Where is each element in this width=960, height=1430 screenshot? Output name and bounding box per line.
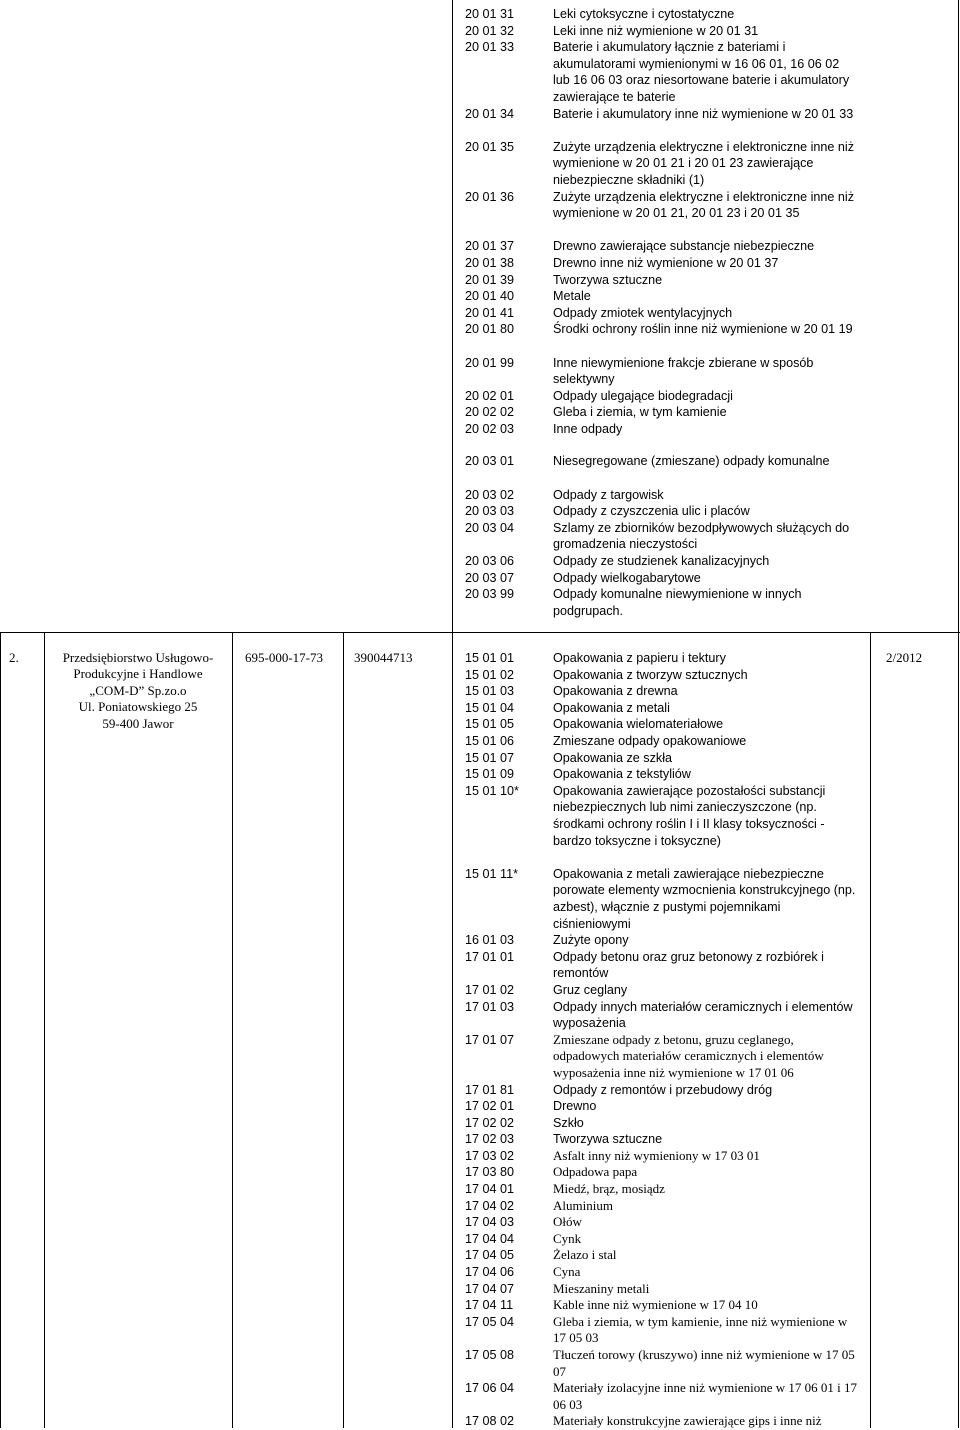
waste-description: Odpady wielkogabarytowe xyxy=(553,570,701,585)
waste-code: 20 01 32 xyxy=(465,23,515,38)
waste-row xyxy=(465,139,857,189)
waste-row xyxy=(465,305,857,322)
waste-code: 20 03 02 xyxy=(465,487,515,502)
waste-code: 20 03 04 xyxy=(465,520,515,535)
waste-code: 15 01 09 xyxy=(465,767,515,782)
nip-number: 695-000-17-73 xyxy=(245,650,323,665)
waste-code: 20 02 02 xyxy=(465,405,515,420)
waste-group-20-03 xyxy=(465,453,857,619)
waste-row xyxy=(465,1198,857,1215)
waste-code: 15 01 01 xyxy=(465,651,515,665)
border-col-nip xyxy=(232,632,233,1428)
waste-row xyxy=(465,1314,857,1347)
waste-code: 20 01 39 xyxy=(465,272,515,287)
waste-description: Odpady ze studzienek kanalizacyjnych xyxy=(553,554,770,569)
waste-code: 17 05 04 xyxy=(465,1314,515,1329)
waste-row xyxy=(465,23,857,40)
waste-code: 20 01 99 xyxy=(465,355,515,370)
waste-code: 15 01 07 xyxy=(465,750,515,765)
border-left-top xyxy=(452,0,453,633)
waste-description: Drewno inne niż wymienione w 20 01 37 xyxy=(553,255,779,270)
waste-row xyxy=(465,503,857,520)
border-col-permit xyxy=(870,632,871,1428)
waste-row xyxy=(465,1231,857,1248)
waste-row xyxy=(465,255,857,272)
waste-row xyxy=(465,750,857,767)
waste-description: Cynk xyxy=(553,1230,582,1246)
waste-code: 20 01 41 xyxy=(465,305,515,320)
waste-code: 17 02 01 xyxy=(465,1099,515,1114)
waste-code: 17 01 02 xyxy=(465,982,515,997)
waste-row xyxy=(465,453,857,486)
row-divider xyxy=(0,632,960,633)
waste-description: Niesegregowane (zmieszane) odpady komunalne xyxy=(553,454,830,469)
waste-code: 17 08 02 xyxy=(465,1414,515,1429)
waste-row xyxy=(465,388,857,405)
waste-row xyxy=(465,272,857,289)
waste-description: Ołów xyxy=(553,1214,582,1230)
waste-description: Szlamy ze zbiorników bezodpływowych służących do gromadzenia nieczystości xyxy=(553,520,850,552)
waste-description: Zmieszane odpady z betonu, gruzu ceglanego, odpadowych materiałów ceramicznych i elementów wyposażenia inne niż wymienione w 17 01 06 xyxy=(553,1031,824,1080)
waste-row xyxy=(465,1380,857,1413)
waste-code: 15 01 06 xyxy=(465,733,515,748)
waste-code: 16 01 03 xyxy=(465,933,515,948)
waste-description: Opakowania z papieru i tektury xyxy=(553,651,726,665)
company-street: Ul. Poniatowskiego 25 xyxy=(78,699,198,715)
company-city: 59-400 Jawor xyxy=(102,715,174,731)
waste-row xyxy=(465,733,857,750)
waste-description: Tłuczeń torowy (kruszywo) inne niż wymienione w 17 05 07 xyxy=(553,1347,855,1379)
waste-description: Baterie i akumulatory łącznie z bateriami i akumulatorami wymienionymi w 16 06 01, 16 06 02 lub 16 06 03 oraz niesortowane baterie i akumulatory zawierające te baterie xyxy=(553,40,850,104)
waste-code: 20 03 06 xyxy=(465,554,515,569)
waste-code: 17 04 03 xyxy=(465,1215,515,1230)
waste-row xyxy=(465,355,857,388)
waste-code: 17 01 03 xyxy=(465,999,515,1014)
waste-code: 17 01 01 xyxy=(465,949,515,964)
waste-row xyxy=(465,1115,857,1132)
waste-description: Aluminium xyxy=(553,1197,613,1213)
waste-code: 17 02 03 xyxy=(465,1132,515,1147)
waste-code: 17 04 01 xyxy=(465,1182,515,1197)
waste-description: Opakowania z metali xyxy=(553,700,670,715)
waste-description: Drewno xyxy=(553,1099,597,1114)
border-col-waste xyxy=(452,632,453,1428)
waste-code: 20 02 03 xyxy=(465,421,515,436)
waste-code: 17 04 02 xyxy=(465,1198,515,1213)
waste-row xyxy=(465,1347,857,1380)
border-col-regon xyxy=(343,632,344,1428)
waste-code: 20 01 40 xyxy=(465,289,515,304)
waste-code: 20 01 37 xyxy=(465,239,515,254)
waste-row xyxy=(465,1181,857,1198)
waste-code: 20 01 33 xyxy=(465,40,515,55)
waste-description: Opakowania zawierające pozostałości substancji niebezpiecznych lub nimi zanieczyszczone (np. środkami ochrony roślin I i II klasy toksyczności - bardzo toksyczne i toksyczne) xyxy=(553,783,826,848)
waste-row xyxy=(465,288,857,305)
waste-code: 15 01 05 xyxy=(465,717,515,732)
waste-row xyxy=(465,1032,857,1082)
waste-row xyxy=(465,866,857,932)
top-waste-list xyxy=(465,6,857,619)
waste-row xyxy=(465,321,857,354)
waste-row xyxy=(465,404,857,421)
waste-description: Opakowania z drewna xyxy=(553,684,678,699)
waste-description: Asfalt inny niż wymieniony w 17 03 01 xyxy=(553,1147,760,1163)
waste-description: Odpady komunalne niewymienione w innych podgrupach. xyxy=(553,587,802,618)
waste-row xyxy=(465,520,857,553)
waste-code: 20 03 07 xyxy=(465,570,515,585)
waste-row xyxy=(465,586,857,619)
waste-description: Mieszaniny metali xyxy=(553,1280,650,1296)
waste-group-entry2 xyxy=(465,650,857,1430)
waste-description: Baterie i akumulatory inne niż wymienione w 20 01 33 xyxy=(553,106,854,121)
waste-code: 17 05 08 xyxy=(465,1348,515,1362)
waste-description: Odpady z czyszczenia ulic i placów xyxy=(553,504,750,519)
waste-description: Zmieszane odpady opakowaniowe xyxy=(553,733,747,748)
waste-code: 20 03 01 xyxy=(465,454,515,469)
waste-description: Tworzywa sztuczne xyxy=(553,1132,663,1147)
waste-code: 17 04 04 xyxy=(465,1231,515,1246)
waste-row xyxy=(465,1247,857,1264)
waste-description: Opakowania ze szkła xyxy=(553,750,673,765)
waste-row xyxy=(465,487,857,504)
waste-code: 17 04 11 xyxy=(465,1298,514,1313)
waste-row xyxy=(465,982,857,999)
waste-code: 17 02 02 xyxy=(465,1115,515,1130)
waste-code: 15 01 03 xyxy=(465,684,515,699)
waste-code: 20 02 01 xyxy=(465,388,515,403)
waste-code: 20 01 35 xyxy=(465,139,515,154)
waste-code: 17 03 02 xyxy=(465,1148,515,1163)
waste-code: 20 03 03 xyxy=(465,504,515,519)
waste-description: Gleba i ziemia, w tym kamienie xyxy=(553,405,727,420)
waste-description: Miedź, brąz, mosiądz xyxy=(553,1181,665,1197)
waste-description: Gleba i ziemia, w tym kamienie, inne niż wymienione w 17 05 03 xyxy=(553,1313,848,1346)
waste-description: Zużyte urządzenia elektryczne i elektroniczne inne niż wymienione w 20 01 21, 20 01 23 i 20 01 35 xyxy=(553,189,855,221)
waste-description: Odpady ulegające biodegradacji xyxy=(553,388,733,403)
waste-row xyxy=(465,1214,857,1231)
waste-description: Zużyte urządzenia elektryczne i elektroniczne inne niż wymienione w 20 01 21 i 20 01 23 zawierające niebezpieczne składniki (1) xyxy=(553,139,855,187)
waste-code: 20 03 99 xyxy=(465,587,515,602)
waste-description: Odpady innych materiałów ceramicznych i elementów wyposażenia xyxy=(553,999,853,1031)
waste-code: 20 01 31 xyxy=(465,7,515,21)
waste-row xyxy=(465,189,857,239)
waste-description: Szkło xyxy=(553,1115,584,1130)
waste-row xyxy=(465,1131,857,1148)
waste-row xyxy=(465,700,857,717)
waste-code: 15 01 10* xyxy=(465,783,519,798)
company-name-line1: Przedsiębiorstwo Usługowo- xyxy=(62,650,214,665)
border-col-company xyxy=(44,632,45,1428)
waste-row xyxy=(465,553,857,570)
waste-description: Środki ochrony roślin inne niż wymienione w 20 01 19 xyxy=(553,322,853,337)
waste-description: Materiały konstrukcyjne zawierające gips i inne niż xyxy=(553,1413,822,1429)
waste-code: 17 04 06 xyxy=(465,1265,515,1280)
waste-row xyxy=(465,1297,857,1314)
waste-code: 20 01 36 xyxy=(465,189,515,204)
waste-row xyxy=(465,650,857,667)
waste-code: 17 04 05 xyxy=(465,1248,515,1263)
waste-code: 17 04 07 xyxy=(465,1281,515,1296)
waste-code: 15 01 11* xyxy=(465,866,518,881)
waste-row xyxy=(465,716,857,733)
waste-row xyxy=(465,1413,857,1430)
waste-description: Leki cytoksyczne i cytostatyczne xyxy=(553,7,735,21)
waste-row xyxy=(465,1264,857,1281)
waste-row xyxy=(465,932,857,949)
waste-code: 17 01 81 xyxy=(465,1082,515,1097)
company-name-line2: Produkcyjne i Handlowe xyxy=(73,666,203,682)
waste-description: Żelazo i stal xyxy=(553,1247,617,1263)
waste-description: Odpady zmiotek wentylacyjnych xyxy=(553,305,733,320)
waste-code: 20 01 38 xyxy=(465,255,515,270)
waste-description: Leki inne niż wymienione w 20 01 31 xyxy=(553,23,759,38)
waste-description: Odpady z targowisk xyxy=(553,487,664,502)
waste-row xyxy=(465,766,857,783)
waste-row xyxy=(465,238,857,255)
waste-code: 17 03 80 xyxy=(465,1165,515,1180)
waste-row xyxy=(465,667,857,684)
waste-description: Opakowania wielomateriałowe xyxy=(553,717,724,732)
waste-row xyxy=(465,1148,857,1165)
entry-number: 2. xyxy=(9,650,19,665)
waste-row xyxy=(465,1164,857,1181)
waste-description: Odpadowa papa xyxy=(553,1164,638,1180)
waste-description: Materiały izolacyjne inne niż wymienione w 17 06 01 i 17 06 03 xyxy=(553,1380,857,1412)
waste-description: Opakowania z tekstyliów xyxy=(553,767,691,782)
waste-description: Zużyte opony xyxy=(553,933,629,948)
waste-description: Metale xyxy=(553,289,591,304)
waste-code: 15 01 04 xyxy=(465,700,515,715)
waste-row xyxy=(465,106,857,139)
waste-row xyxy=(465,683,857,700)
entry2-waste-list xyxy=(465,650,857,1430)
waste-code: 20 01 34 xyxy=(465,106,515,121)
waste-description: Odpady z remontów i przebudowy dróg xyxy=(553,1082,773,1097)
company-name-line3: „COM-D” Sp.zo.o xyxy=(89,682,187,698)
group-spacer xyxy=(465,437,857,453)
permit-number: 2/2012 xyxy=(886,650,923,665)
waste-row xyxy=(465,999,857,1032)
company-address xyxy=(46,650,230,732)
waste-description: Opakowania z tworzyw sztucznych xyxy=(553,667,748,682)
waste-row xyxy=(465,1281,857,1298)
waste-description: Gruz ceglany xyxy=(553,982,628,997)
waste-row xyxy=(465,949,857,982)
waste-description: Opakowania z metali zawierające niebezpieczne porowate elementy wzmocnienia konstrukcyjnego (np. azbest), włącznie z pustymi pojemnikami ciśnieniowymi xyxy=(553,866,856,931)
border-right-top xyxy=(958,0,959,633)
waste-code: 17 01 07 xyxy=(465,1032,515,1047)
waste-description: Tworzywa sztuczne xyxy=(553,272,663,287)
waste-code: 20 01 80 xyxy=(465,322,515,337)
waste-row xyxy=(465,570,857,587)
waste-code: 15 01 02 xyxy=(465,667,515,682)
waste-row xyxy=(465,1098,857,1115)
waste-group-20-01-20-02 xyxy=(465,6,857,437)
waste-description: Inne niewymienione frakcje zbierane w sposób selektywny xyxy=(553,355,814,387)
border-left xyxy=(0,632,1,1428)
border-right xyxy=(958,632,959,1428)
waste-description: Odpady betonu oraz gruz betonowy z rozbiórek i remontów xyxy=(553,949,824,981)
waste-description: Drewno zawierające substancje niebezpieczne xyxy=(553,239,815,254)
waste-row xyxy=(465,6,857,23)
waste-row xyxy=(465,421,857,438)
regon-number: 390044713 xyxy=(354,650,413,665)
waste-description: Inne odpady xyxy=(553,421,623,436)
waste-code: 17 06 04 xyxy=(465,1381,515,1396)
waste-row xyxy=(465,1082,857,1099)
waste-description: Cyna xyxy=(553,1264,581,1280)
waste-row xyxy=(465,39,857,105)
waste-description: Kable inne niż wymienione w 17 04 10 xyxy=(553,1297,758,1313)
waste-row xyxy=(465,783,857,866)
